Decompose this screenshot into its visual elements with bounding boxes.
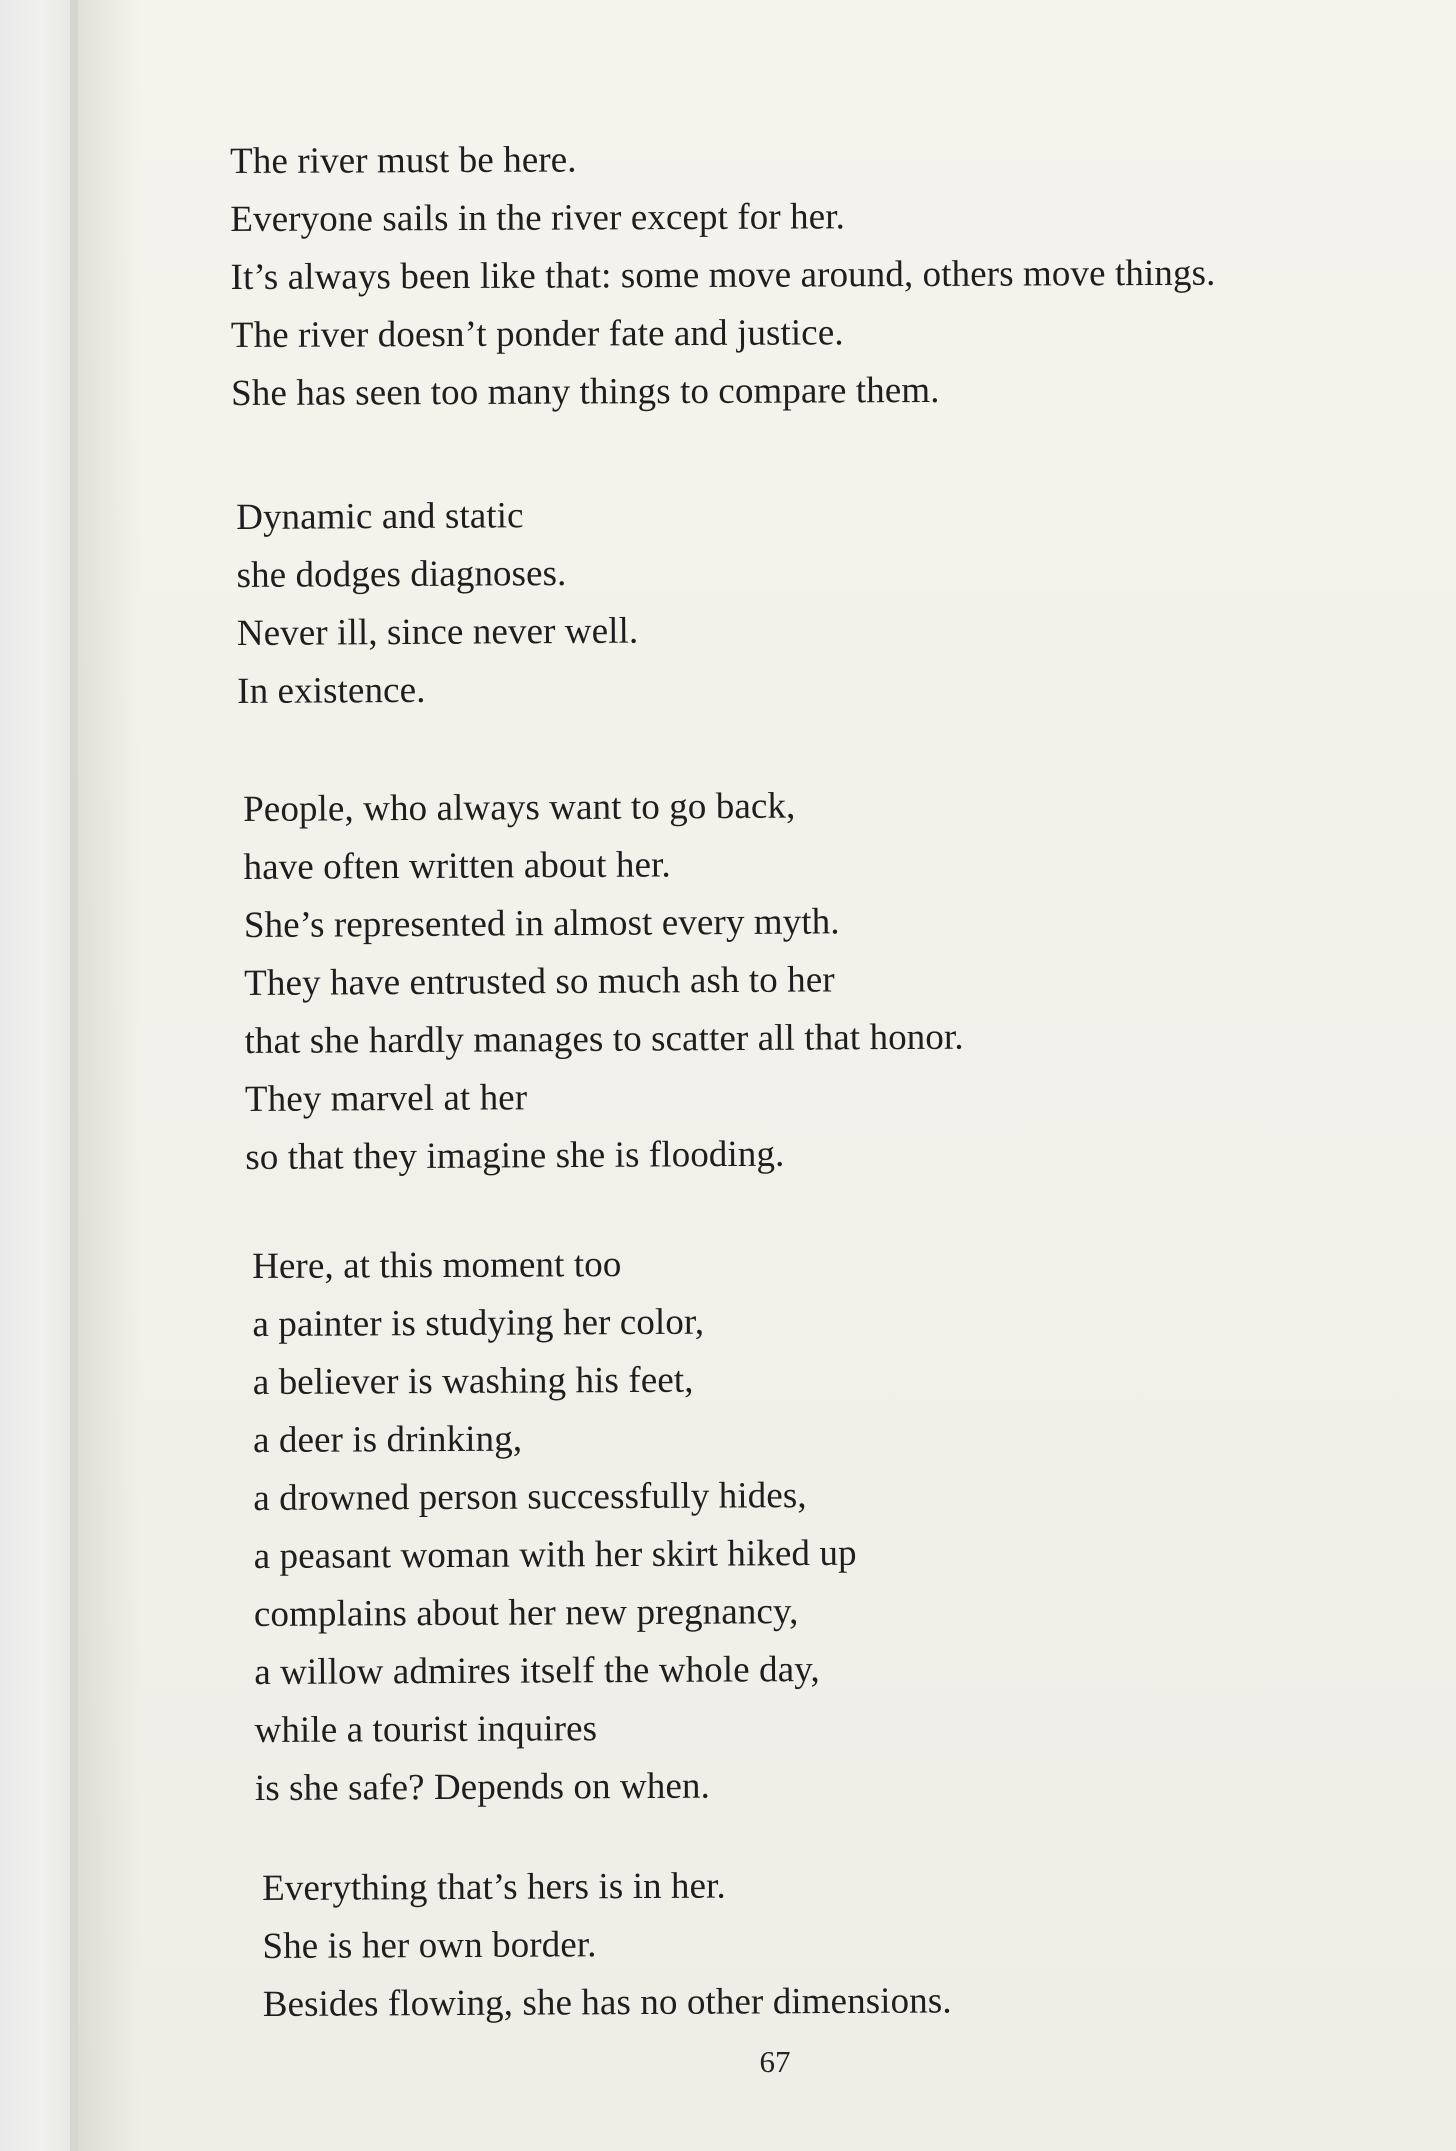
poem-line: she dodges diagnoses. [236, 552, 567, 596]
poem-line: a believer is washing his feet, [252, 1359, 694, 1403]
poem-line: that she hardly manages to scatter all that honor. [244, 1016, 964, 1062]
poem-line: They have entrusted so much ash to her [244, 959, 835, 1004]
poem-line: She has seen too many things to compare them. [231, 369, 940, 414]
poem-line: Besides flowing, she has no other dimensions. [262, 1980, 952, 2025]
poem-line: The river must be here. [230, 139, 577, 182]
poem-line: a deer is drinking, [252, 1418, 523, 1461]
poem-line: a peasant woman with her skirt hiked up [253, 1532, 857, 1577]
stanza-5 [262, 1856, 952, 2034]
poem-line: is she safe? Depends on when. [254, 1765, 710, 1809]
poem-line: Dynamic and static [236, 495, 524, 538]
poem-line: In existence. [237, 669, 426, 712]
stanza-1 [230, 129, 1216, 423]
stanza-4 [252, 1235, 858, 1818]
poem-line: while a tourist inquires [254, 1708, 598, 1751]
poem-line: Never ill, since never well. [236, 610, 639, 654]
poem-line: Everything that’s hers is in her. [262, 1865, 726, 1909]
poem-line: She is her own border. [262, 1924, 597, 1967]
page-number: 67 [759, 2044, 791, 2079]
poem-line: They marvel at her [244, 1077, 528, 1120]
poem-line: It’s always been like that: some move around, others move things. [230, 252, 1216, 298]
poem-line: People, who always want to go back, [243, 785, 796, 830]
poem-line: She’s represented in almost every myth. [243, 901, 840, 946]
poem-line: complains about her new pregnancy, [253, 1591, 799, 1635]
poem-line: so that they imagine she is flooding. [245, 1133, 785, 1178]
poem-line: have often written about her. [243, 844, 671, 888]
stanza-3 [243, 777, 965, 1187]
poem-line: Everyone sails in the river except for her. [230, 196, 846, 240]
poem-line: The river doesn’t ponder fate and justice. [230, 312, 844, 356]
poem-line: a drowned person successfully hides, [253, 1475, 807, 1519]
poem-line: a willow admires itself the whole day, [254, 1649, 820, 1693]
poem-line: a painter is studying her color, [252, 1301, 705, 1345]
stanza-2 [236, 487, 639, 721]
poem-line: Here, at this moment too [252, 1244, 622, 1287]
